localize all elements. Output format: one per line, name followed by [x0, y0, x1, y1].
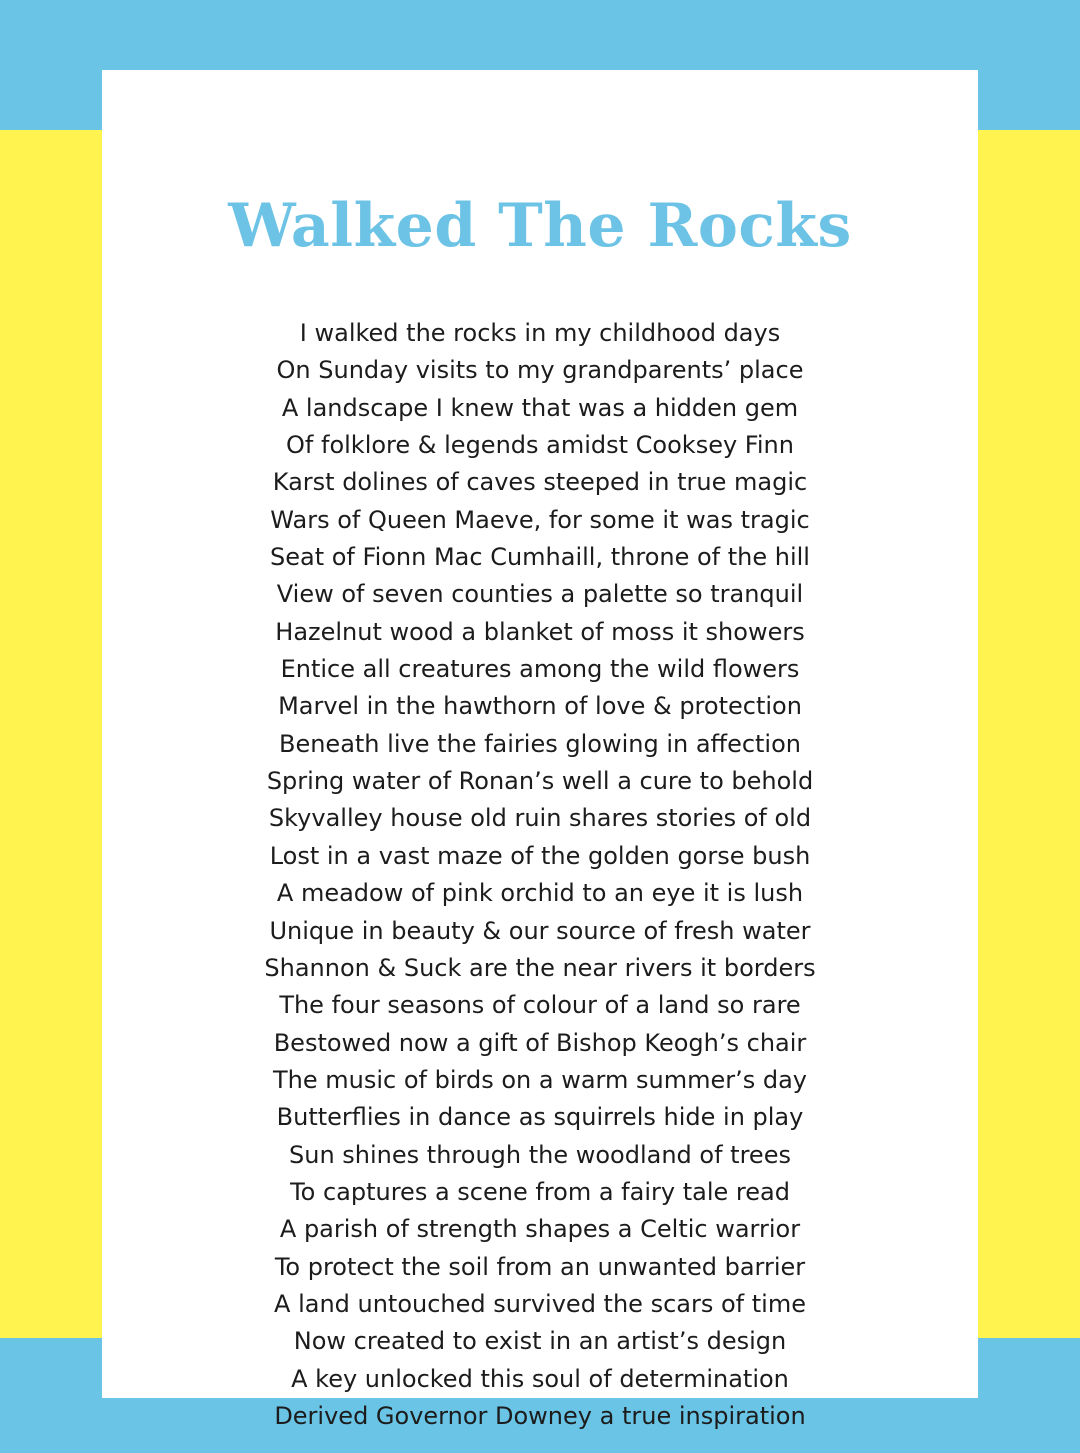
poem-line: Seat of Fionn Mac Cumhaill, throne of the hill — [270, 543, 810, 572]
poem-line: Shannon & Suck are the near rivers it borders — [264, 953, 816, 982]
poem-line: Karst dolines of caves steeped in true magic — [272, 468, 808, 497]
poem-line: Spring water of Ronan’s well a cure to behold — [266, 767, 814, 796]
poem-line: The four seasons of colour of a land so rare — [279, 991, 801, 1020]
poem-line: On Sunday visits to my grandparents’ place — [276, 356, 804, 385]
poem-line: Skyvalley house old ruin shares stories of old — [268, 804, 812, 833]
poem-card — [102, 70, 978, 1430]
poem-lines — [102, 315, 978, 1435]
poem-line: To protect the soil from an unwanted barrier — [274, 1252, 806, 1281]
poem-line: To captures a scene from a fairy tale read — [290, 1177, 790, 1206]
poem-line: Bestowed now a gift of Bishop Keogh’s chair — [273, 1028, 807, 1057]
poem-line: A parish of strength shapes a Celtic warrior — [279, 1215, 801, 1244]
poem-line: The music of birds on a warm summer’s day — [273, 1065, 807, 1094]
poem-line: Unique in beauty & our source of fresh water — [269, 916, 811, 945]
poem-line: Sun shines through the woodland of trees — [289, 1140, 791, 1169]
poem-line: A land untouched survived the scars of time — [274, 1289, 806, 1318]
poem-line: A meadow of pink orchid to an eye it is lush — [276, 879, 804, 908]
poem-line: Entice all creatures among the wild flowers — [280, 655, 800, 684]
poem-line: Now created to exist in an artist’s design — [293, 1327, 787, 1356]
poem-line: Wars of Queen Maeve, for some it was tragic — [270, 505, 810, 534]
poem-line: Of folklore & legends amidst Cooksey Finn — [286, 431, 794, 460]
poem-line: Hazelnut wood a blanket of moss it showers — [275, 617, 805, 646]
poem-line: Butterflies in dance as squirrels hide in play — [276, 1103, 804, 1132]
poem-line: View of seven counties a palette so tranquil — [276, 580, 804, 609]
poem-line: Lost in a vast maze of the golden gorse bush — [269, 841, 811, 870]
poem-line: I walked the rocks in my childhood days — [299, 319, 781, 347]
poem-line: A landscape I knew that was a hidden gem — [281, 393, 799, 422]
poem-line: Beneath live the fairies glowing in affection — [278, 729, 801, 758]
poem-line: A key unlocked this soul of determination — [291, 1364, 789, 1393]
poem-line: Marvel in the hawthorn of love & protection — [278, 692, 802, 721]
poem-title: Walked The Rocks — [228, 191, 852, 261]
poem-line: Derived Governor Downey a true inspiration — [274, 1401, 806, 1430]
